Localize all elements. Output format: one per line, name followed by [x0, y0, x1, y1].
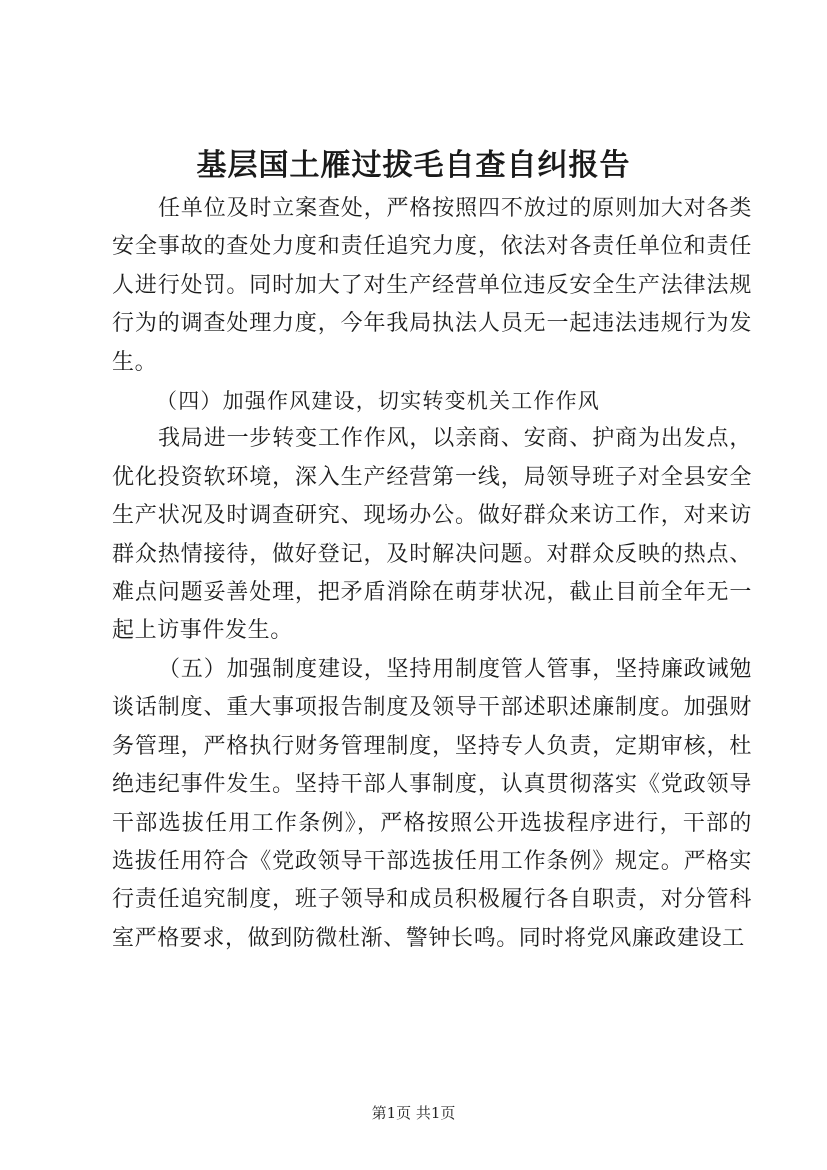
page-footer: 第1页 共1页: [371, 1104, 456, 1122]
document-title: 基层国土雁过拔毛自查自纠报告: [196, 148, 631, 183]
paragraph-system-building: （五）加强制度建设，坚持用制度管人管事，坚持廉政诫勉谈话制度、重大事项报告制度及领导干部述职述廉制度。加强财务管理，严格执行财务管理制度，坚持专人负责，定期审核，杜绝违纪事件发生。坚持干部人事制度，认真贯彻落实《党政领导干部选拔任用工作条例》，严格按照公开选拔程序进行，干部的选拔任用符合《党政领导干部选拔任用工作条例》规定。严格实行责任追究制度，班子领导和成员积极履行各自职责，对分管科室严格要求，做到防微杜渐、警钟长鸣。同时将党风廉政建设工: [112, 656, 752, 951]
document-body: [112, 190, 752, 958]
paragraph-intro: 任单位及时立案查处，严格按照四不放过的原则加大对各类安全事故的查处力度和责任追究力度，依法对各责任单位和责任人进行处罚。同时加大了对生产经营单位违反安全生产法律法规行为的调查处理力度，今年我局执法人员无一起违法违规行为发生。: [112, 196, 752, 375]
paragraph-work-style: 我局进一步转变工作作风，以亲商、安商、护商为出发点，优化投资软环境，深入生产经营第一线，局领导班子对全县安全生产状况及时调查研究、现场办公。做好群众来访工作，对来访群众热情接待，做好登记，及时解决问题。对群众反映的热点、难点问题妥善处理，把矛盾消除在萌芽状况，截止目前全年无一起上访事件发生。: [112, 426, 752, 644]
section-heading-4: （四）加强作风建设，切实转变机关工作作风: [156, 389, 600, 414]
